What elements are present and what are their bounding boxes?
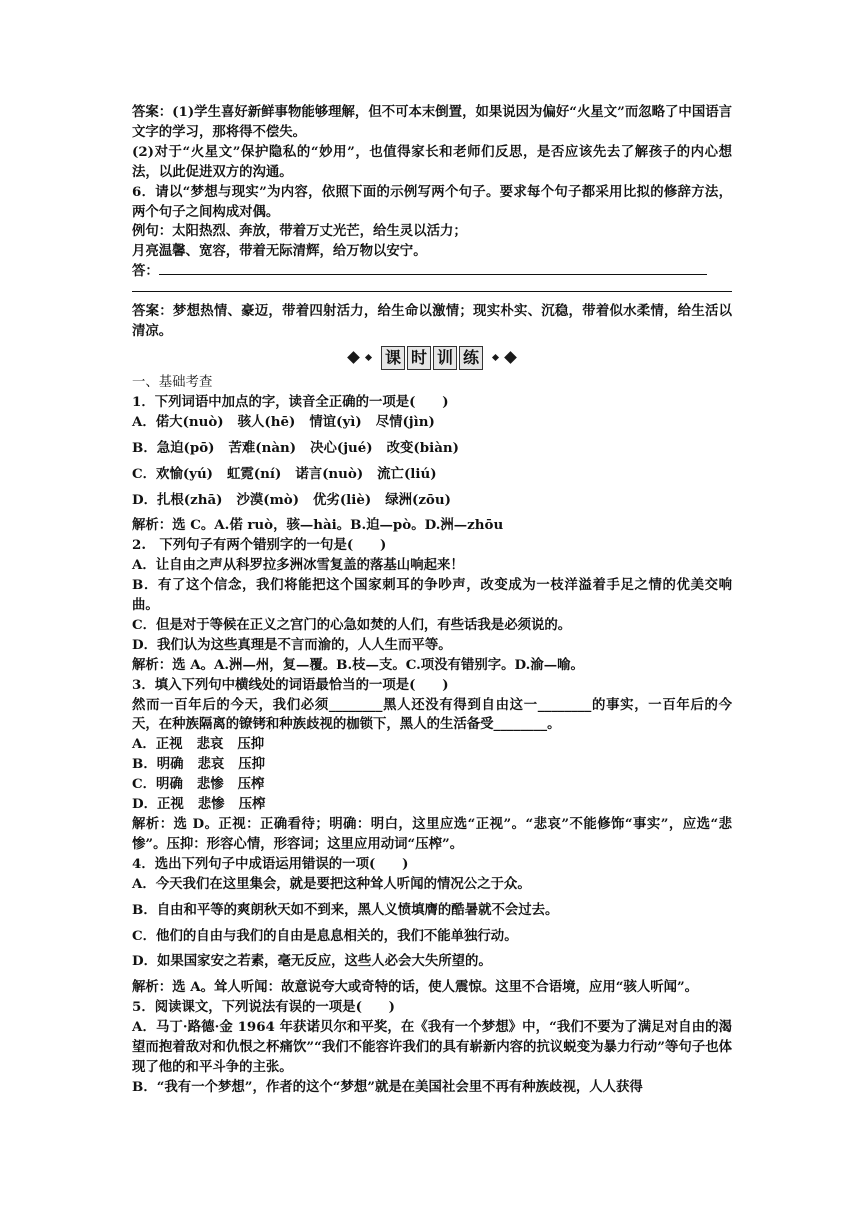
question-3-text: 然而一百年后的今天，我们必须________黑人还没有得到自由这一________的事实，一百年后的今天，在种族隔离的镣铐和种族歧视的枷锁下，黑人的生活备受________。	[132, 696, 732, 733]
question-2-option-a: A．让自由之声从科罗拉多洲冰雪复盖的落基山响起来！	[132, 557, 464, 574]
question-3-option-a: A．正视 悲哀 压抑	[132, 736, 265, 753]
answer-blank-line-2[interactable]	[132, 282, 732, 292]
question-4-analysis: 解析：选 A。耸人听闻：故意说夸大或奇特的话，使人震惊。这里不合语境，应用“骇人听闻”。	[132, 979, 699, 996]
banner-char: 时	[407, 346, 431, 370]
question-3-option-c: C．明确 悲惨 压榨	[132, 776, 265, 793]
banner-title	[381, 346, 483, 370]
banner-char: 练	[459, 346, 483, 370]
answer-prompt: 答：	[132, 263, 159, 280]
question-2-analysis: 解析：选 A。A.洲—州，复—覆。B.枝—支。C.项没有错别字。D.渝—喻。	[132, 656, 584, 673]
question-3-stem: 3．填入下列句中横线处的词语最恰当的一项是( )	[132, 676, 449, 693]
question-1-option-a: A．偌大(nuò) 骇人(hē) 情谊(yì) 尽情(jìn)	[132, 413, 435, 430]
question-4-option-a: A．今天我们在这里集会，就是要把这种耸人听闻的情况公之于众。	[132, 875, 531, 892]
question-1-option-c: C．欢愉(yú) 虹霓(ní) 诺言(nuò) 流亡(liú)	[132, 465, 437, 482]
question-6-example-2: 月亮温馨、宽容，带着无际清辉，给万物以安宁。	[132, 243, 427, 260]
answer-5-part1: 答案：(1)学生喜好新鲜事物能够理解，但不可本末倒置，如果说因为偏好“火星文”而忽略了中国语言文字的学习，那将得不偿失。	[132, 104, 732, 140]
document-page	[132, 103, 732, 1098]
question-5-stem: 5．阅读课文，下列说法有误的一项是( )	[132, 999, 396, 1016]
question-6-example-1: 例句：太阳热烈、奔放，带着万丈光芒，给生灵以活力；	[132, 223, 467, 240]
section-banner	[132, 344, 732, 372]
question-3-option-d: D．正视 悲惨 压榨	[132, 796, 266, 813]
banner-char: 训	[433, 346, 457, 370]
answer-line-row	[132, 262, 732, 282]
question-1-analysis: 解析：选 C。A.偌 ruò，骇—hài。B.迫—pò。D.洲—zhōu	[132, 517, 504, 534]
question-1-stem: 1．下列词语中加点的字，读音全正确的一项是( )	[132, 393, 449, 410]
diamond-icon	[504, 352, 517, 365]
banner-char: 课	[381, 346, 405, 370]
section-heading: 一、基础考查	[132, 374, 213, 390]
question-4-option-c: C．他们的自由与我们的自由是息息相关的，我们不能单独行动。	[132, 927, 518, 944]
diamond-icon	[347, 352, 360, 365]
question-1-option-d: D．扎根(zhā) 沙漠(mò) 优劣(liè) 绿洲(zōu)	[132, 491, 451, 508]
answer-6: 答案：梦想热情、豪迈，带着四射活力，给生命以激情；现实朴实、沉稳，带着似水柔情，给生活以清凉。	[132, 303, 732, 340]
diamond-small-icon	[492, 354, 499, 361]
question-4-option-b: B．自由和平等的爽朗秋天如不到来，黑人义愤填膺的酷暑就不会过去。	[132, 901, 559, 918]
question-4-option-d: D．如果国家安之若素，毫无反应，这些人必会大失所望的。	[132, 953, 492, 970]
question-5-option-b: B．“我有一个梦想”，作者的这个“梦想”就是在美国社会里不再有种族歧视，人人获得	[132, 1078, 643, 1095]
question-3-option-b: B．明确 悲哀 压抑	[132, 756, 266, 773]
question-3-analysis: 解析：选 D。正视：正确看待；明确：明白，这里应选“正视”。“悲哀”不能修饰“事实”，应选“悲惨”。压抑：形容心情，形容词；这里应用动词“压榨”。	[132, 816, 732, 852]
diamond-small-icon	[365, 354, 372, 361]
question-2-stem: 2. 下列句子有两个错别字的一句是( )	[132, 537, 387, 554]
answer-5-part2: (2)对于“火星文”保护隐私的“妙用”，也值得家长和老师们反思，是否应该先去了解孩子的内心想法，以此促进双方的沟通。	[132, 143, 732, 180]
question-5-option-a: A．马丁·路德·金 1964 年获诺贝尔和平奖，在《我有一个梦想》中，“我们不要为了满足对自由的渴望而抱着敌对和仇恨之杯痛饮”“我们不能容许我们的具有崭新内容的抗议蜕变为暴力行动”等句子也体现了他的和平斗争的主张。	[132, 1019, 732, 1075]
question-6-stem: 6．请以“梦想与现实”为内容，依照下面的示例写两个句子。要求每个句子都采用比拟的修辞方法，两个句子之间构成对偶。	[132, 183, 732, 220]
question-2-option-c: C．但是对于等候在正义之宫门的心急如焚的人们，有些话我是必须说的。	[132, 616, 572, 633]
question-4-stem: 4．选出下列句子中成语运用错误的一项( )	[132, 855, 409, 872]
question-2-option-b: B．有了这个信念，我们将能把这个国家刺耳的争吵声，改变成为一枝洋溢着手足之情的优美交响曲。	[132, 577, 732, 614]
answer-blank-line[interactable]	[159, 262, 707, 275]
question-2-option-d: D．我们认为这些真理是不言而渝的，人人生而平等。	[132, 636, 452, 653]
question-1-option-b: B．急迫(pō) 苦难(nàn) 决心(jué) 改变(biàn)	[132, 439, 459, 456]
